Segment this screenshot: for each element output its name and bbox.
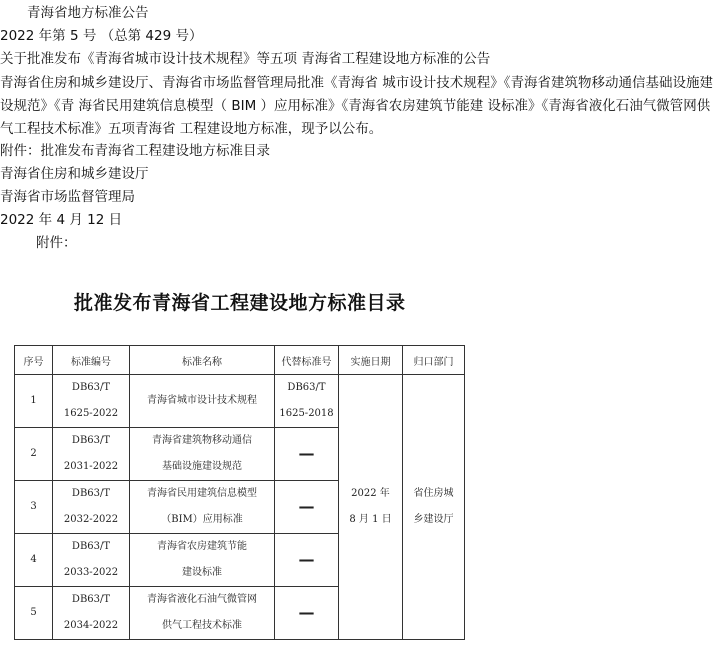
- standard-name: 青海省民用建筑信息模型 （BIM）应用标准: [130, 481, 275, 534]
- standard-code: DB63/T 1625-2022: [53, 375, 130, 428]
- standard-code: DB63/T 2032-2022: [53, 481, 130, 534]
- standards-table: [14, 345, 465, 640]
- standard-name: 青海省建筑物移动通信 基础设施建设规范: [130, 428, 275, 481]
- issuer-market-bureau: 青海省市场监督管理局: [0, 189, 135, 205]
- column-header: 序号: [15, 346, 53, 375]
- column-header: 代替标准号: [275, 346, 339, 375]
- responsible-department: 省住房城 乡建设厅: [403, 375, 465, 640]
- row-number: 4: [15, 534, 53, 587]
- standard-name: 青海省城市设计技术规程: [130, 375, 275, 428]
- notice-body: 青海省住房和城乡建设厅、青海省市场监督管理局批准《青海省 城市设计技术规程》《青海省建筑物移动通信基础设施建设规范》《青 海省民用建筑信息模型（ BIM ）应用标准》《青海省农房建筑节能建 设标准》《青海省液化石油气微管网供气工程技术标准》五项青海省 工程建设地方标准，现予以公布。: [0, 75, 714, 137]
- issuer-housing-dept: 青海省住房和城乡建设厅: [0, 166, 149, 182]
- column-header: 标准名称: [130, 346, 275, 375]
- replaced-standard: DB63/T 1625-2018: [275, 375, 339, 428]
- standard-name: 青海省液化石油气微管网 供气工程技术标准: [130, 587, 275, 640]
- row-number: 1: [15, 375, 53, 428]
- row-number: 2: [15, 428, 53, 481]
- replaced-standard: —: [275, 481, 339, 534]
- column-header: 实施日期: [339, 346, 403, 375]
- row-number: 5: [15, 587, 53, 640]
- table-row: [15, 375, 465, 428]
- standard-name: 青海省农房建筑节能 建设标准: [130, 534, 275, 587]
- issue-date: 2022 年 4 月 12 日: [0, 212, 123, 228]
- notice-title: 青海省地方标准公告: [27, 5, 149, 21]
- notice-subject: 关于批准发布《青海省城市设计技术规程》等五项 青海省工程建设地方标准的公告: [0, 51, 491, 67]
- table-header-row: [15, 346, 465, 375]
- column-header: 标准编号: [53, 346, 130, 375]
- catalog-title: 批准发布青海省工程建设地方标准目录: [74, 292, 406, 314]
- attachment-label: 附件：: [36, 235, 77, 251]
- standard-code: DB63/T 2034-2022: [53, 587, 130, 640]
- replaced-standard: —: [275, 428, 339, 481]
- replaced-standard: —: [275, 587, 339, 640]
- standard-code: DB63/T 2033-2022: [53, 534, 130, 587]
- standard-code: DB63/T 2031-2022: [53, 428, 130, 481]
- replaced-standard: —: [275, 534, 339, 587]
- issue-number: 2022 年第 5 号 （总第 429 号）: [0, 28, 203, 44]
- attachment-note: 附件：批准发布青海省工程建设地方标准目录: [0, 143, 270, 159]
- implementation-date: 2022 年 8 月 1 日: [339, 375, 403, 640]
- row-number: 3: [15, 481, 53, 534]
- column-header: 归口部门: [403, 346, 465, 375]
